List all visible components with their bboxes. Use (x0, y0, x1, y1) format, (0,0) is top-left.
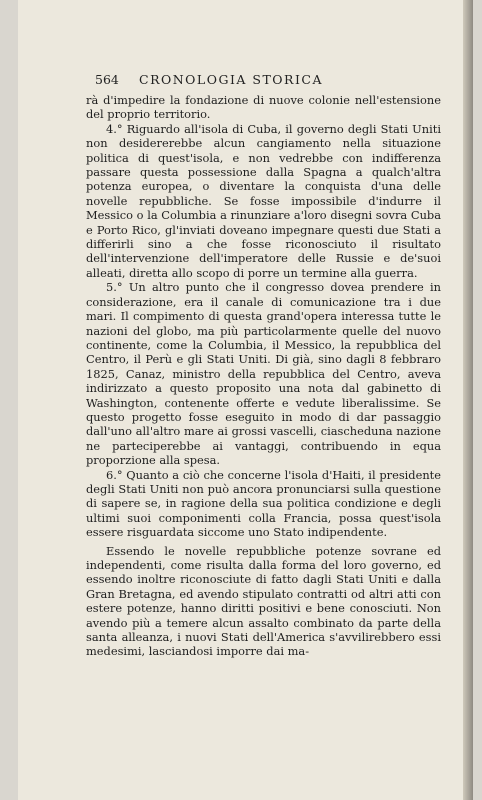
page-gutter (463, 0, 473, 800)
page-number: 564 (95, 72, 119, 87)
paragraph: 5.° Un altro punto che il congresso dovea prendere in considerazione, era il canale di comunicazione tra i due mari. Il compimento di questa grand'opera interessa tutte le nazioni del globo, ma più particolarmente quelle del nuovo continente, come la Columbia, il Messico, la repubblica del Centro, il Perù e gli Stati Uniti. Di già, sino dagli 8 febbraro 1825, Canaz, ministro della repubblica del Centro, aveva indirizzato a questo proposito una nota dal gabinetto di Washington, contenente offerte e vedute liberalissime. Se questo progetto fosse eseguito in modo di dar passaggio dall'uno all'altro mare ai grossi vascelli, ciascheduna nazione ne parteciperebbe ai vantaggi, contribuendo in equa proporzione alla spesa. (86, 280, 441, 468)
paragraph: 4.° Riguardo all'isola di Cuba, il governo degli Stati Uniti non desidererebbe alcun cangiamento nella situazione politica di quest'isola, e non vedrebbe con indifferenza passare questa possessione dalla Spagna a qualch'altra potenza europea, o diventare la conquista d'una delle novelle repubbliche. Se fosse impossibile d'indurre il Messico o la Columbia a rinunziare a'loro disegni sovra Cuba e Porto Rico, gl'inviati doveano impegnare questi due Stati a differirli sino a che fosse riconosciuto il risultato dell'intervenzione dell'imperatore delle Russie e de'suoi alleati, diretta allo scopo di porre un termine alla guerra. (86, 121, 441, 280)
paragraph: 6.° Quanto a ciò che concerne l'isola d'Haiti, il presidente degli Stati Uniti non può ancora pronunciarsi sulla questione di sapere se, in ragione della sua politica condizione e degli ultimi suoi componimenti colla Francia, possa quest'isola essere risguardata siccome uno Stato indipendente. (86, 467, 441, 540)
running-header (95, 72, 440, 87)
paragraph: rà d'impedire la fondazione di nuove colonie nell'estensione del proprio territorio. (86, 93, 441, 122)
body-text (86, 93, 441, 659)
running-title: CRONOLOGIA STORICA (139, 72, 323, 87)
paragraph: Essendo le novelle repubbliche potenze sovrane ed independenti, come risulta dalla forma del loro governo, ed essendo inoltre riconosciute di fatto dagli Stati Uniti e dalla Gran Bretagna, ed avendo stipulato contratti od altri atti con estere potenze, hanno diritti positivi e bene conosciuti. Non avendo più a temere alcun assalto combinato da parte della santa alleanza, i nuovi Stati dell'America s'avvilirebbero essi medesimi, lasciandosi imporre dai ma- (86, 543, 441, 659)
